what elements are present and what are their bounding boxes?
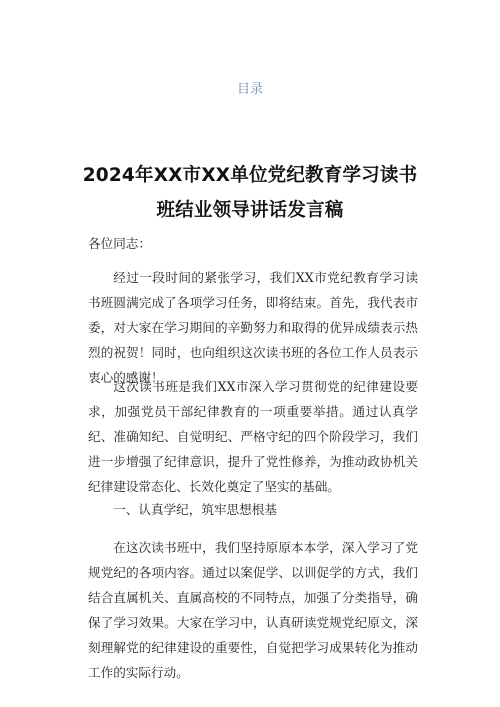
paragraph-2: 这次读书班是我们XX市深入学习贯彻党的纪律建设要求，加强党员干部纪律教育的一项重要举措。通过认真学纪、准确知纪、自觉明纪、严格守纪的四个阶段学习，我们进一步增强了纪律意识，提升了党性修养，为推动政协机关纪律建设常态化、长效化奠定了坚实的基础。 xyxy=(88,379,418,494)
title-line-2: 班结业领导讲话发言稿 xyxy=(156,200,344,221)
section-heading: 一、认真学纪，筑牢思想根基 xyxy=(113,502,277,517)
paragraph-1: 经过一段时间的紧张学习，我们XX市党纪教育学习读书班圆满完成了各项学习任务，即将结束。首先，我代表市委，对大家在学习期间的辛勤努力和取得的优异成绩表示热烈的祝贺！同时，也向组织这次读书班的各位工作人员表示衷心的感谢！ xyxy=(88,270,418,385)
title-line-1: 2024年XX市XX单位党纪教育学习读书 xyxy=(82,165,418,186)
document-title xyxy=(60,158,440,228)
salutation: 各位同志： xyxy=(88,236,151,251)
table-of-contents-link[interactable]: 目录 xyxy=(236,82,263,97)
paragraph-3: 在这次读书班中，我们坚持原原本本学，深入学习了党规党纪的各项内容。通过以案促学、以训促学的方式，我们结合直属机关、直属高校的不同特点，加强了分类指导，确保了学习效果。大家在学习中，认真研读党规党纪原文，深刻理解党的纪律建设的重要性，自觉把学习成果转化为推动工作的实际行动。 xyxy=(88,540,418,680)
